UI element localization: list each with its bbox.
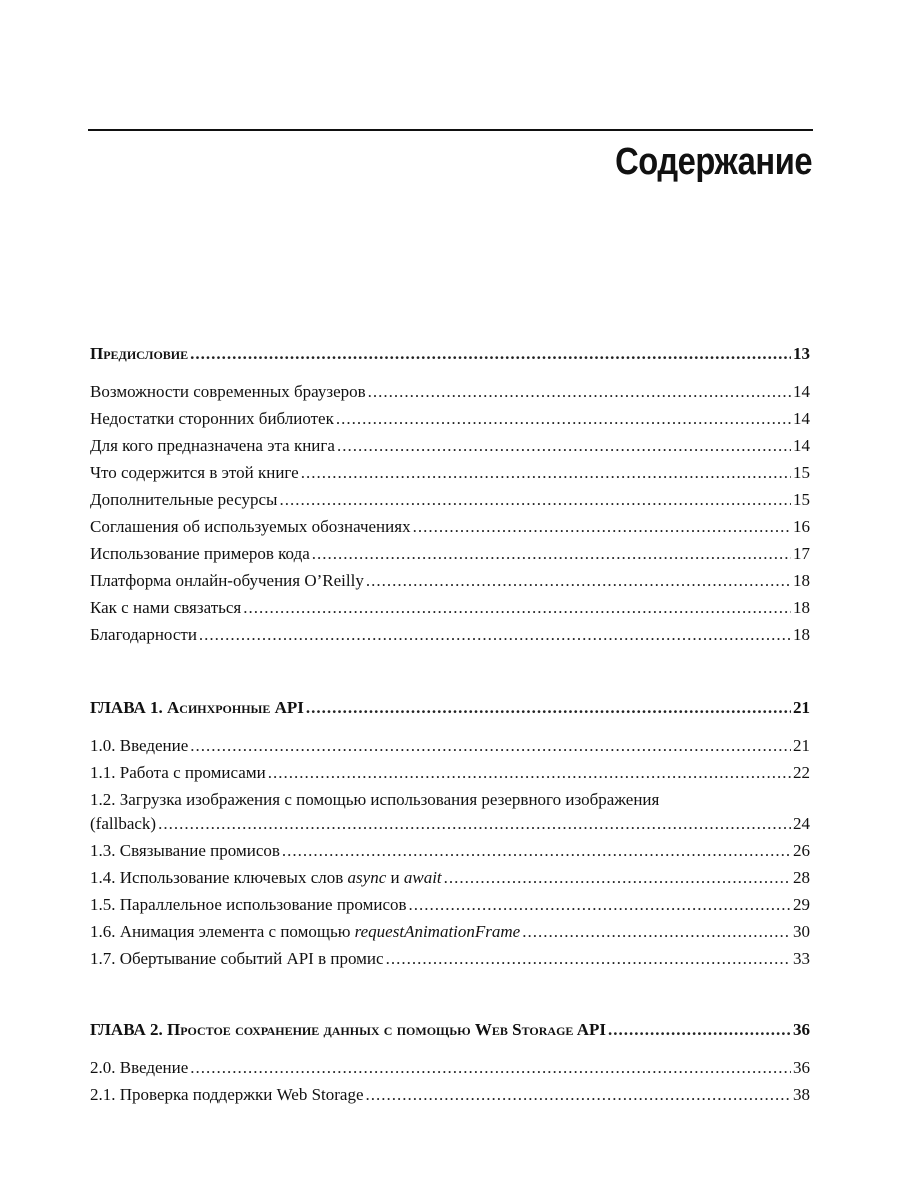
label-text: и — [386, 868, 404, 887]
toc-entry-page: 30 — [793, 922, 810, 941]
toc-entry-label: 1.7. Обертывание событий API в промис — [90, 949, 384, 968]
toc-entry-label: Использование примеров кода — [90, 544, 310, 563]
dot-leader — [368, 381, 791, 403]
toc-entry-page: 18 — [793, 571, 810, 590]
toc-entry[interactable] — [90, 408, 810, 430]
toc-entry[interactable] — [90, 867, 810, 889]
toc-entry-label — [90, 921, 520, 943]
dot-leader — [366, 1084, 791, 1106]
toc-entry-page: 15 — [793, 463, 810, 482]
label-text: 1.4. Использование ключевых слов — [90, 868, 348, 887]
toc-entry[interactable] — [90, 840, 810, 862]
dot-leader — [413, 516, 791, 538]
toc-entry-page: 22 — [793, 763, 810, 782]
toc-entry-page: 28 — [793, 868, 810, 887]
dot-leader — [386, 948, 791, 970]
keyword-raf: requestAnimationFrame — [354, 922, 521, 941]
toc-entry[interactable] — [90, 516, 810, 538]
label-text: 1.6. Анимация элемента с помощью — [90, 922, 355, 941]
toc-entry-page: 36 — [793, 1058, 810, 1077]
toc-entry[interactable] — [90, 543, 810, 565]
dot-leader — [336, 408, 791, 430]
chapter-title: Простое сохранение данных с помощью Web Storage API — [167, 1020, 607, 1039]
dot-leader — [158, 813, 791, 835]
dot-leader — [199, 624, 791, 646]
toc-entry-page: 18 — [793, 598, 810, 617]
toc-entry-label: 1.0. Введение — [90, 736, 189, 755]
toc-entry-label: Как с нами связаться — [90, 598, 242, 617]
dot-leader — [301, 462, 791, 484]
dot-leader — [243, 597, 791, 619]
toc-entry-label: Что содержится в этой книге — [90, 463, 299, 482]
toc-entry[interactable] — [90, 381, 810, 403]
toc-entry-page: 21 — [793, 698, 810, 717]
toc-entry-page: 14 — [793, 382, 810, 401]
toc-entry-label: (fallback) — [90, 814, 157, 833]
toc-entry-page: 16 — [793, 517, 810, 536]
toc-entry-page: 33 — [793, 949, 810, 968]
dot-leader — [366, 570, 791, 592]
toc-entry-label: Возможности современных браузеров — [90, 382, 366, 401]
dot-leader — [279, 489, 791, 511]
dot-leader — [190, 343, 791, 365]
toc-entry-label: 2.0. Введение — [90, 1058, 189, 1077]
chapter-prefix: ГЛАВА 1. — [90, 698, 167, 717]
chapter-title: Асинхронные API — [167, 698, 304, 717]
toc-entry-page: 29 — [793, 895, 810, 914]
toc-section-preface[interactable] — [90, 343, 810, 365]
toc-entry-page: 24 — [793, 814, 810, 833]
toc-entry-label: Для кого предназначена эта книга — [90, 436, 335, 455]
toc-chapter-1[interactable] — [90, 697, 810, 719]
dot-leader — [337, 435, 791, 457]
dot-leader — [268, 762, 791, 784]
toc-entry[interactable] — [90, 1057, 810, 1079]
title-rule — [88, 129, 813, 131]
toc-chapter-2[interactable] — [90, 1019, 810, 1041]
dot-leader — [444, 867, 791, 889]
toc-entry-label: Предисловие — [90, 344, 189, 363]
dot-leader — [190, 735, 791, 757]
keyword-async: async — [347, 868, 387, 887]
dot-leader — [522, 921, 791, 943]
toc-entry-label: 1.1. Работа с промисами — [90, 763, 266, 782]
toc-entry-page: 14 — [793, 436, 810, 455]
toc-entry-page: 18 — [793, 625, 810, 644]
toc-entry-label: 1.3. Связывание промисов — [90, 841, 280, 860]
dot-leader — [306, 697, 791, 719]
toc-entry-label: Недостатки сторонних библиотек — [90, 409, 334, 428]
toc-entry-page: 13 — [793, 344, 810, 363]
toc-entry-label: Платформа онлайн-обучения O’Reilly — [90, 571, 364, 590]
toc-entry[interactable] — [90, 489, 810, 511]
toc-chapter-label — [90, 697, 304, 719]
toc-entry-page: 17 — [793, 544, 810, 563]
toc-entry-label: Благодарности — [90, 625, 197, 644]
toc-entry[interactable] — [90, 435, 810, 457]
toc-entry-label — [90, 867, 442, 889]
toc-entry-page: 36 — [793, 1020, 810, 1039]
dot-leader — [312, 543, 791, 565]
toc-entry[interactable] — [90, 894, 810, 916]
toc-entry[interactable] — [90, 921, 810, 943]
toc-entry-page: 26 — [793, 841, 810, 860]
toc-entry-page: 21 — [793, 736, 810, 755]
toc-entry[interactable] — [90, 813, 810, 835]
toc-entry-page: 14 — [793, 409, 810, 428]
dot-leader — [282, 840, 791, 862]
toc-entry[interactable] — [90, 462, 810, 484]
toc-entry-label: Дополнительные ресурсы — [90, 490, 278, 509]
dot-leader — [190, 1057, 791, 1079]
toc-entry[interactable] — [90, 1084, 810, 1106]
toc-entry-label: Соглашения об используемых обозначениях — [90, 517, 411, 536]
chapter-prefix: ГЛАВА 2. — [90, 1020, 167, 1039]
toc-entry[interactable] — [90, 948, 810, 970]
toc-entry[interactable] — [90, 762, 810, 784]
dot-leader — [608, 1019, 791, 1041]
toc-entry[interactable] — [90, 624, 810, 646]
toc-entry[interactable] — [90, 570, 810, 592]
page-title: Содержание — [614, 141, 812, 183]
toc-entry[interactable] — [90, 597, 810, 619]
toc-entry[interactable] — [90, 735, 810, 757]
toc-entry-page: 38 — [793, 1085, 810, 1104]
toc-entry-label: 2.1. Проверка поддержки Web Storage — [90, 1085, 364, 1104]
toc-entry-label-line1[interactable]: 1.2. Загрузка изображения с помощью использования резервного изображения — [90, 790, 660, 809]
keyword-await: await — [403, 868, 442, 887]
toc-chapter-label — [90, 1019, 606, 1041]
toc-entry-label: 1.5. Параллельное использование промисов — [90, 895, 407, 914]
toc-entry-page: 15 — [793, 490, 810, 509]
dot-leader — [409, 894, 791, 916]
